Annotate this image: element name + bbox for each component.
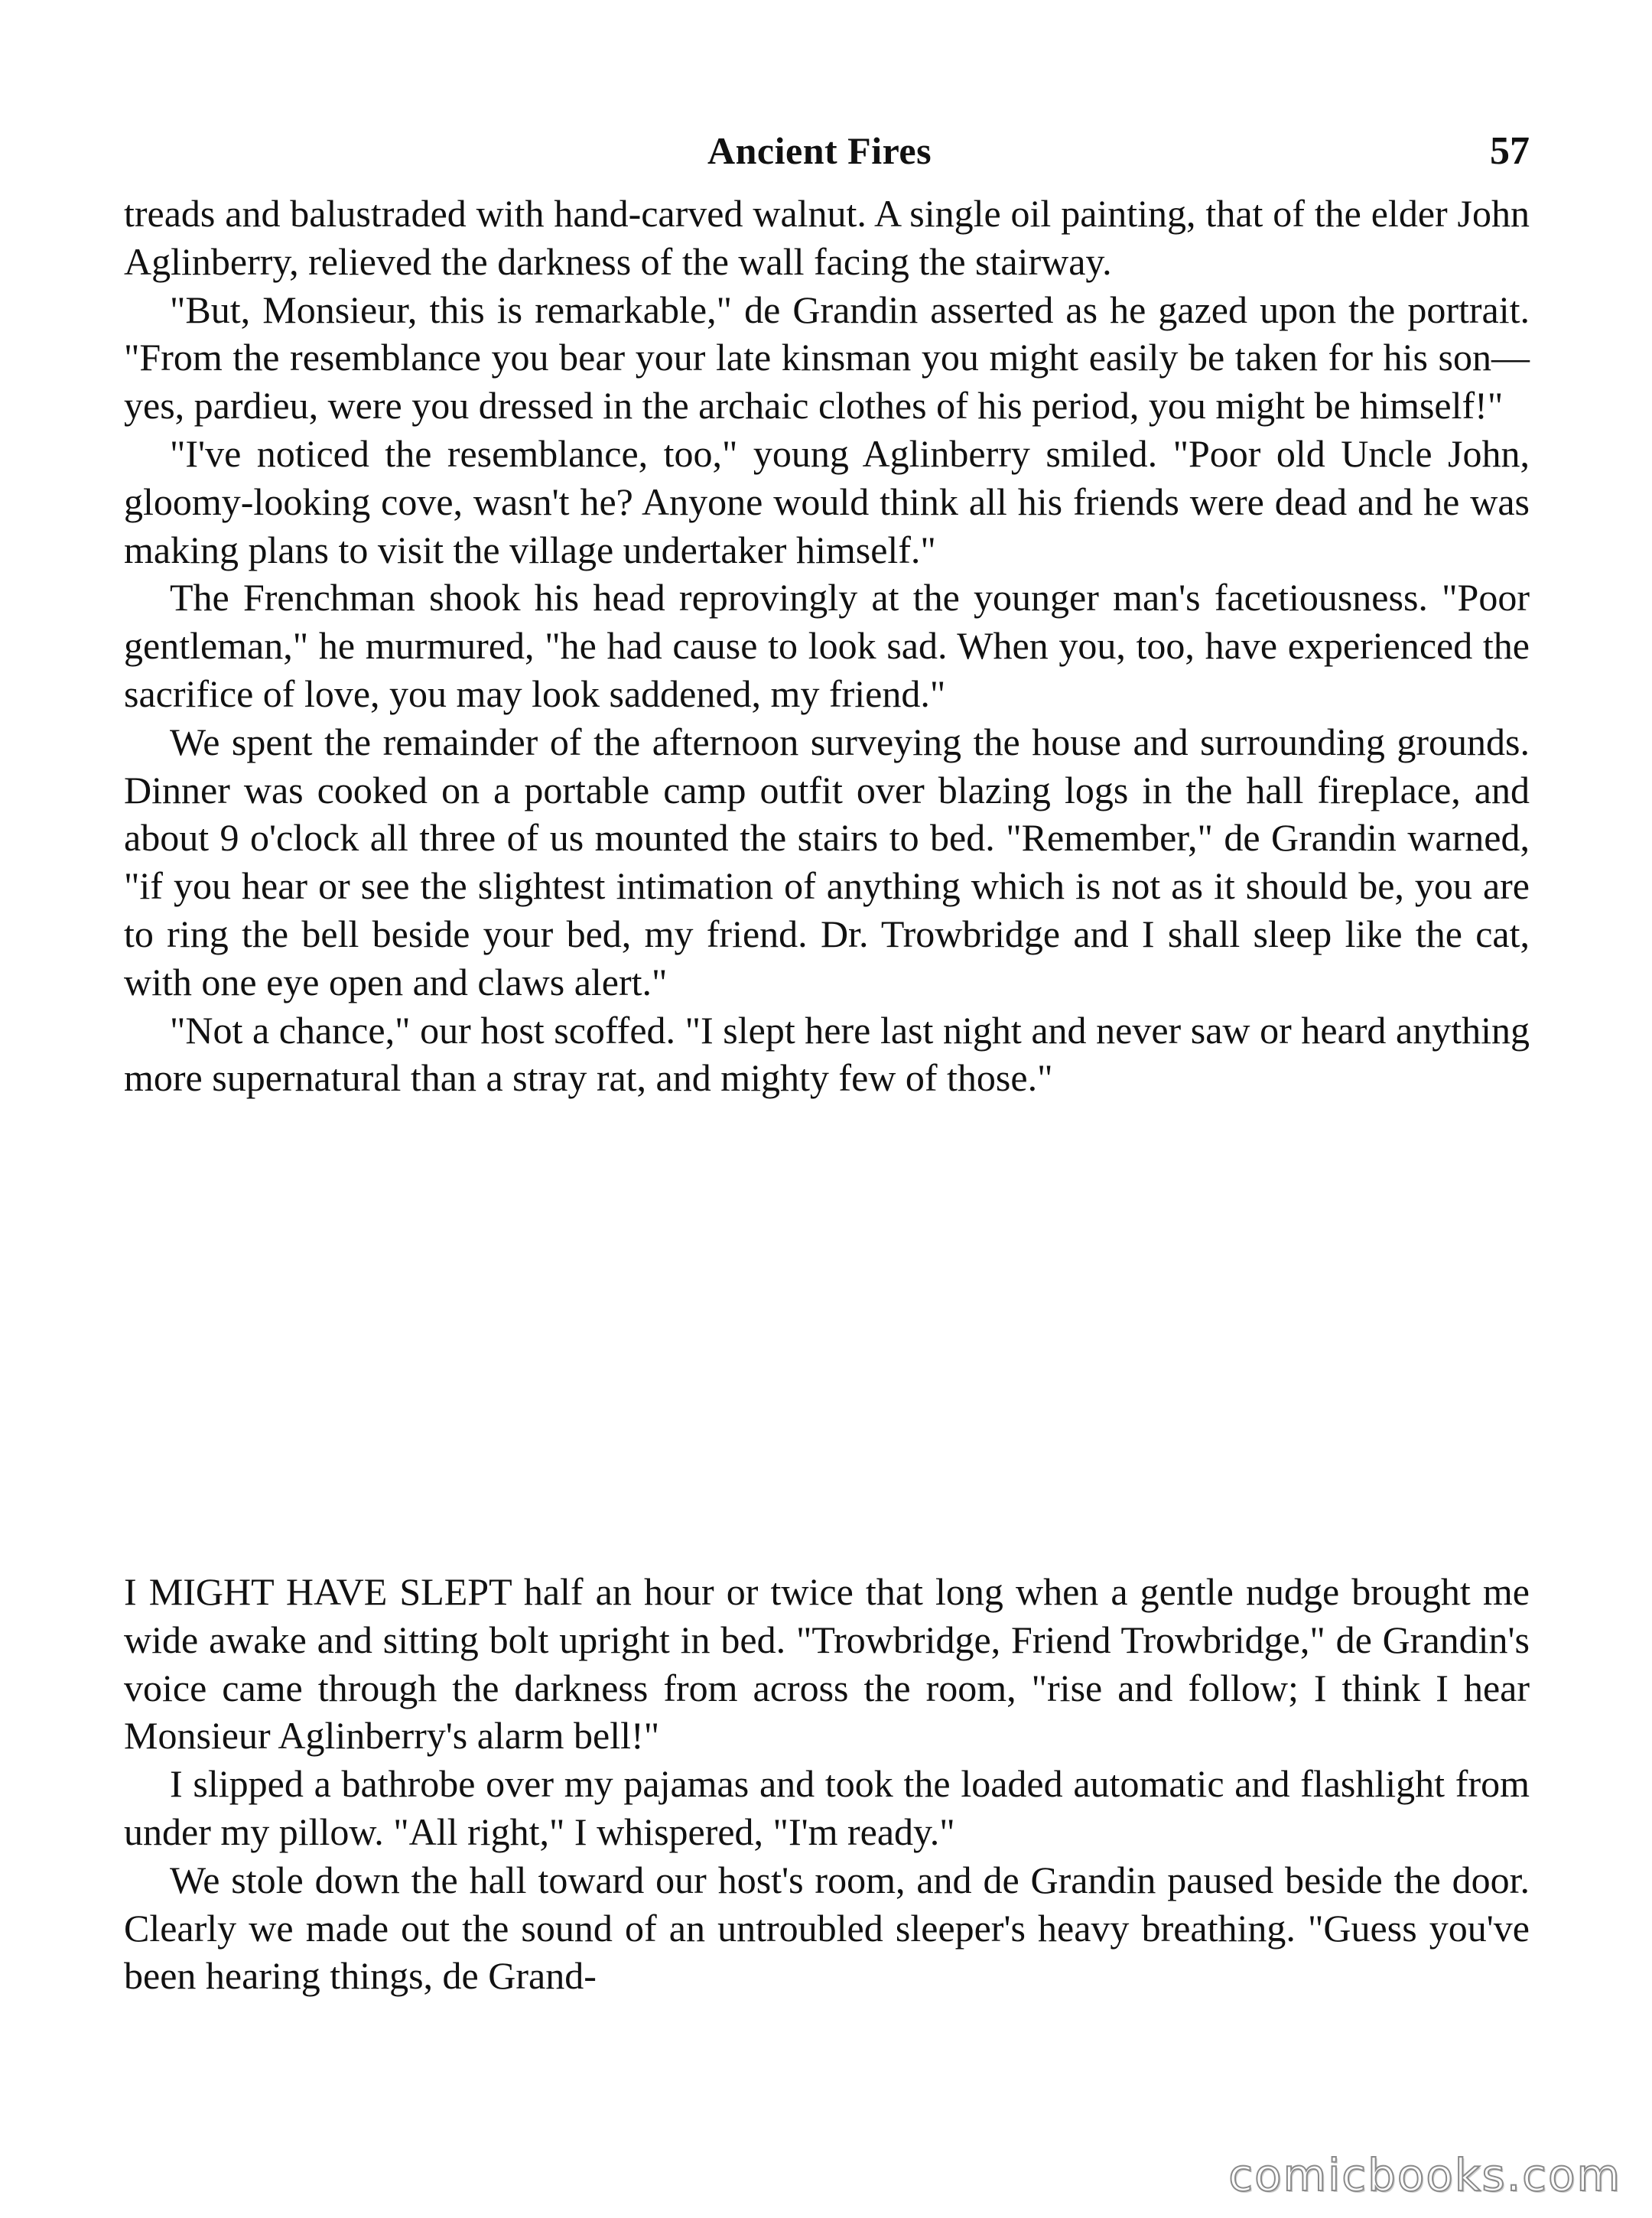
page-number: 57: [1490, 129, 1530, 173]
running-title: Ancient Fires: [707, 129, 932, 172]
paragraph: I MIGHT HAVE SLEPT half an hour or twice that long when a gentle nudge brought me wide awake and sitting bolt upright in bed. "Trowbridge, Friend Trowbridge," de Grandin's voice came through the darkness from across the room, "rise and follow; I think I hear Monsieur Aglinberry's alarm bell!": [124, 1570, 1530, 1758]
paragraph: treads and balustraded with hand-carved walnut. A single oil painting, that of the elder John Aglinberry, relieved the darkness of the wall facing the stairway.: [124, 192, 1530, 283]
paragraph: "Not a chance," our host scoffed. "I slept here last night and never saw or heard anything more supernatural than a stray rat, and mighty few of those.": [124, 1008, 1530, 1100]
body-text-section-2: [124, 1568, 1530, 2000]
paragraph: The Frenchman shook his head reprovingly at the younger man's facetiousness. "Poor gentleman," he murmured, "he had cause to look sad. When you, too, have experienced the sacrifice of love, you may look saddened, my friend.": [124, 576, 1530, 715]
running-header: [122, 128, 1530, 182]
body-text-section-1: [124, 190, 1530, 1102]
paragraph: I slipped a bathrobe over my pajamas and took the loaded automatic and flashlight from under my pillow. "All right," I whispered, "I'm ready.": [124, 1762, 1530, 1853]
paragraph: "I've noticed the resemblance, too," young Aglinberry smiled. "Poor old Uncle John, gloomy-looking cove, wasn't he? Anyone would think all his friends were dead and he was making plans to visit the village undertaker himself.": [124, 431, 1530, 571]
paragraph: We stole down the hall toward our host's room, and de Grandin paused beside the door. Clearly we made out the sound of an untroubled sleeper's heavy breathing. "Guess you've been hearing things, de Grand-: [124, 1858, 1530, 1998]
paragraph: We spent the remainder of the afternoon surveying the house and surrounding grounds. Dinner was cooked on a portable camp outfit over blazing logs in the hall fireplace, and about 9 o'clock all three of us mounted the stairs to bed. "Remember," de Grandin warned, "if you hear or see the slightest intimation of anything which is not as it should be, you are to ring the bell beside your bed, my friend. Dr. Trowbridge and I shall sleep like the cat, with one eye open and claws alert.": [124, 720, 1530, 1003]
watermark: comicbooks.com: [1228, 2149, 1621, 2201]
paragraph: "But, Monsieur, this is remarkable," de Grandin asserted as he gazed upon the portrait. "From the resemblance you bear your late kinsman you might easily be taken for his son—yes, pardieu, were you dressed in the archaic clothes of his period, you might be himself!": [124, 288, 1530, 428]
